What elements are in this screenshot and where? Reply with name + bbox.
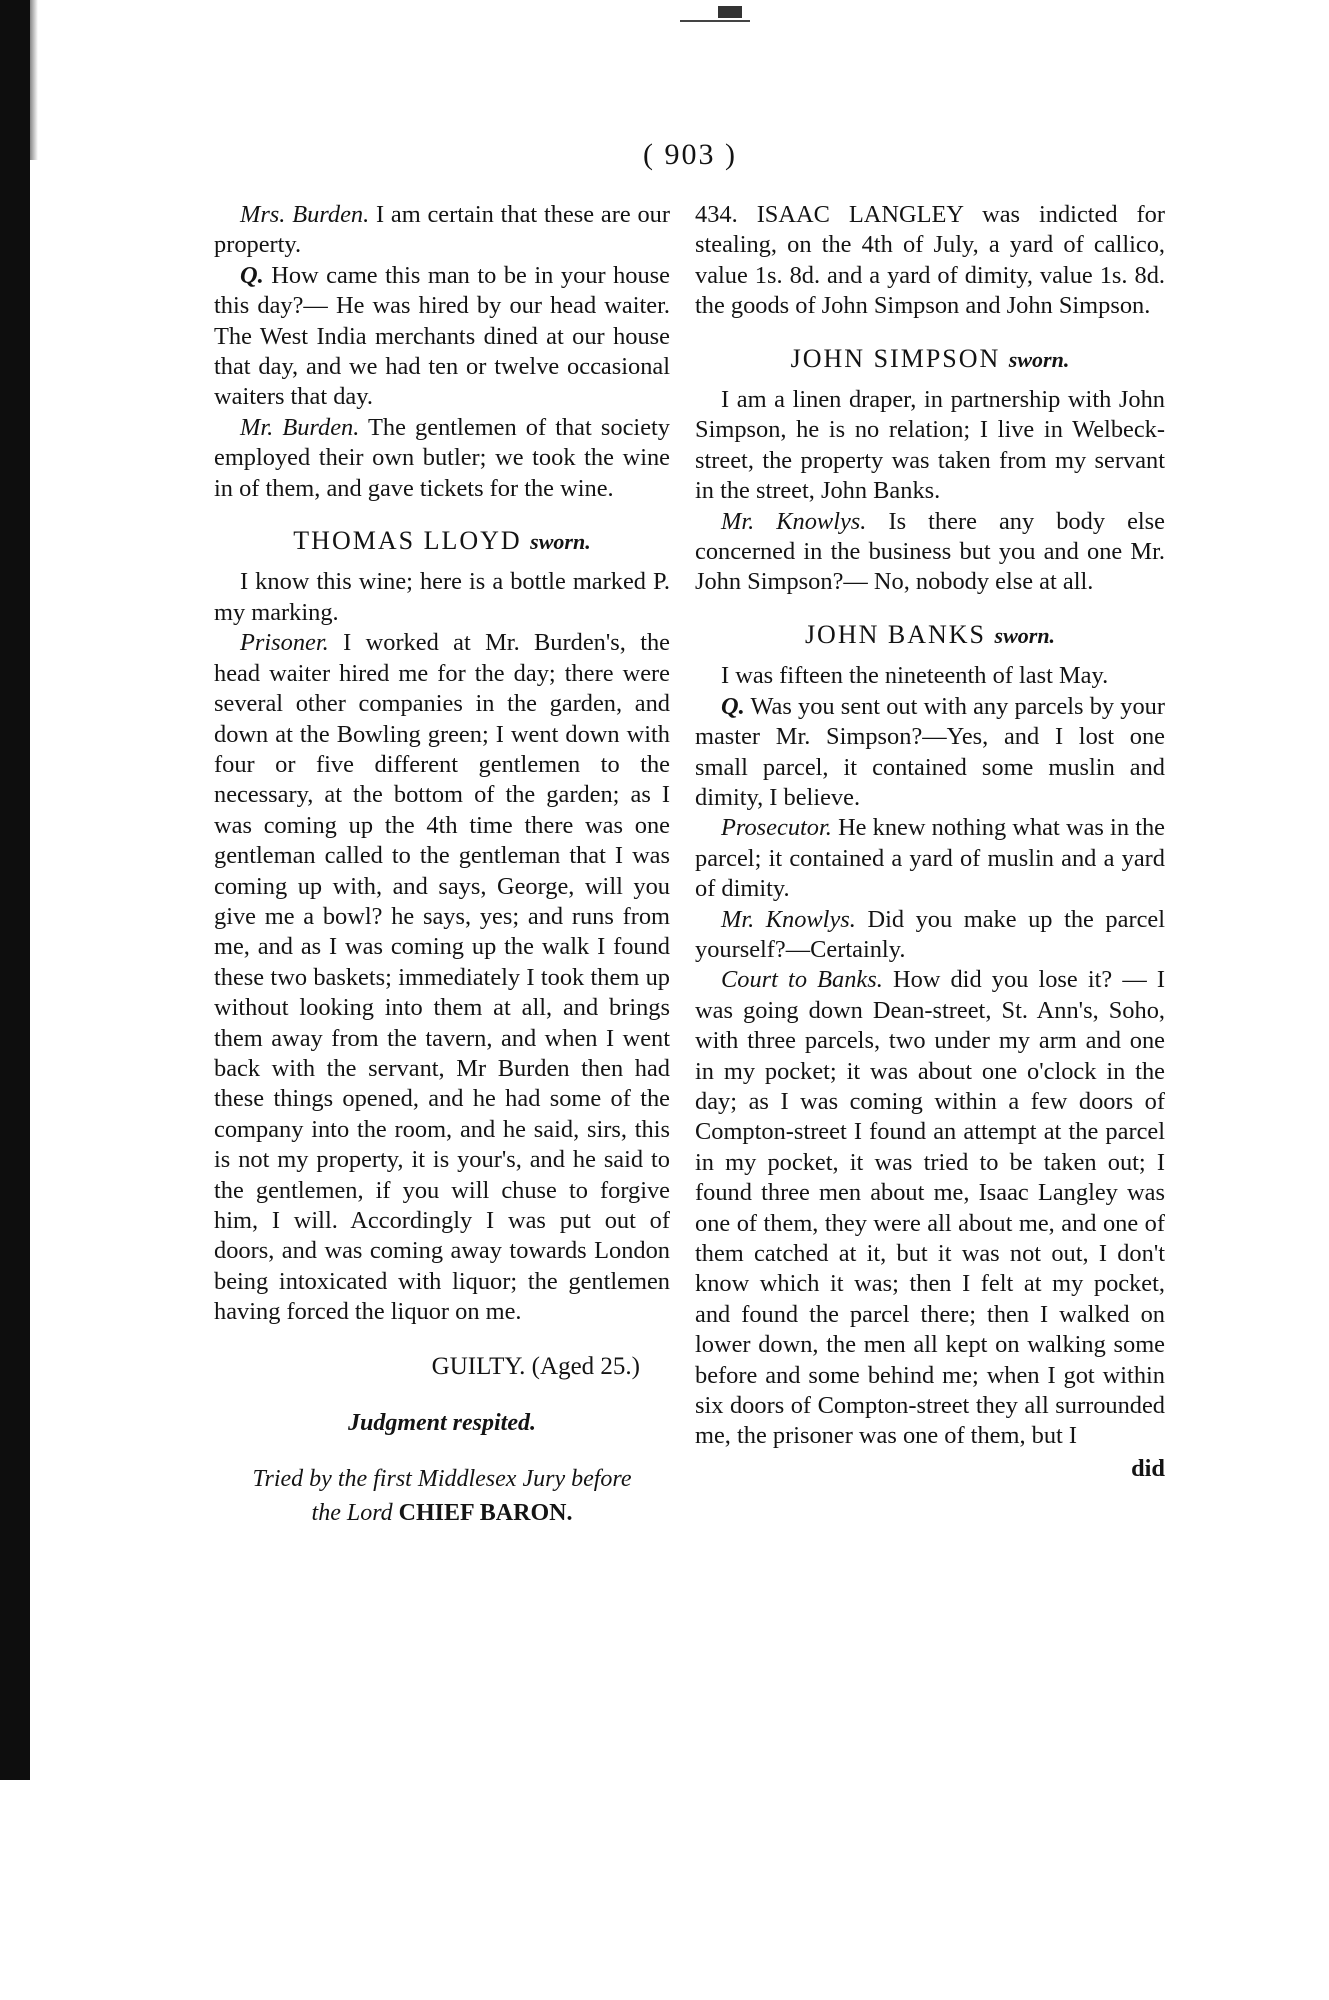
speaker-label: Mr. Burden. (240, 413, 360, 441)
tried-line-2-title: CHIEF BARON. (398, 1500, 573, 1527)
paragraph-text: Was you sent out with any parcels by your master Mr. Simpson?—Yes, and I lost one small parcel, it contained some muslin and dimity, I believe. (695, 692, 1165, 811)
paragraph-text: How did you lose it? — I was going down Dean-street, St. Ann's, Soho, with three parcels, two under my arm and one in my pocket; it was about one o'clock in the day; as I was coming within a few doors of Compton-street I found an attempt at the parcel in my pocket, it was tried to be taken out; I found three men about me, Isaac Langley was one of them, they were all about me, and one of them catched at it, but it was not out, I don't know which it was; then I felt at my pocket, and found the parcel there; then I walked on lower down, the men all kept on walking some before and some behind me; when I got within six doors of Compton-street they all surrounded me, the prisoner was one of them, but I (695, 966, 1165, 1450)
page-number: ( 903 ) (643, 138, 737, 171)
case-text: ISAAC LANGLEY was indicted for stealing, on the 4th of July, a yard of callico, value 1s. 8d. and a yard of dimity, value 1s. 8d. the goods of John Simpson and John Simpson. (695, 201, 1165, 320)
paragraph-text: Is there any body else concerned in the business but you and one Mr. John Simpson?— No, nobody else at all. (695, 507, 1166, 596)
paragraph (695, 692, 1165, 814)
witness-heading (695, 344, 1165, 375)
paragraph-text: I am certain that these are our property. (214, 201, 670, 259)
sworn-label: sworn. (530, 529, 591, 555)
paragraph-text: I worked at Mr. Burden's, the head waiter hired me for the day; there were several other companies in the garden, and down at the Bowling green; I went down with four or five different gentlemen to the necessary, at the bottom of the garden; as I was coming up the 4th time there was one gentleman called to the gentleman that I was coming up with, and says, George, will you give me a bowl? he says, yes; and runs from me, and as I was coming up the walk I found these two baskets; immediately I took them up without looking into them at all, and brings them away from the tavern, and when I went back with the servant, Mr Burden then had these things opened, and he had some of the company into the room, and he said, sirs, this is not my property, it is your's, and he said to the gentlemen, if you will chuse to forgive him, I will. Accordingly I was put out of doors, and was coming away towards London being intoxicated with liquor; the gentlemen having forced the liquor on me. (214, 629, 670, 1326)
paragraph (214, 567, 670, 628)
scan-edge-shadow (0, 0, 30, 1780)
paragraph-text: The gentlemen of that society employed their own butler; we took the wine in of them, and gave tickets for the wine. (214, 413, 670, 502)
tried-line-1: Tried by the first Middlesex Jury before (252, 1466, 632, 1493)
paragraph-text: He knew nothing what was in the parcel; it contained a yard of muslin and a yard of dimity. (695, 814, 1165, 903)
paragraph (695, 661, 1165, 691)
left-column (214, 200, 670, 1530)
speaker-label: Prosecutor. (721, 814, 832, 842)
paragraph (214, 200, 670, 261)
paragraph (695, 905, 1165, 966)
paragraph-text: I am a linen draper, in partnership with John Simpson, he is no relation; I live in Welbeck-street, the property was taken from my servant in the street, John Banks. (695, 386, 1165, 505)
paragraph (695, 385, 1165, 507)
catchword: did (1131, 1454, 1165, 1482)
question-mark-label: Q. (240, 261, 264, 289)
witness-name: JOHN BANKS (804, 619, 987, 649)
tried-line-2-prefix: the Lord (311, 1500, 393, 1527)
sworn-label: sworn. (994, 622, 1056, 648)
witness-heading (695, 620, 1165, 651)
paragraph (695, 507, 1165, 598)
paragraph-text: Did you make up the parcel yourself?—Certainly. (695, 905, 1165, 963)
paragraph (214, 261, 670, 413)
case-number: 434. (695, 201, 738, 228)
speaker-label: Mr. Knowlys. (721, 507, 867, 535)
judgment: Judgment respited. (347, 1410, 536, 1437)
speaker-label: Mr. Knowlys. (721, 905, 856, 933)
speaker-label: Prisoner. (240, 629, 329, 657)
speaker-label: Mrs. Burden. (240, 201, 370, 228)
sworn-label: sworn. (1008, 346, 1070, 372)
right-column (695, 200, 1165, 1484)
paragraph (214, 413, 670, 504)
witness-heading (214, 526, 670, 557)
witness-name: JOHN SIMPSON (790, 343, 1001, 373)
paragraph (695, 813, 1165, 904)
case-entry (695, 200, 1165, 322)
verdict: GUILTY. (Aged 25.) (431, 1352, 640, 1380)
paragraph (695, 965, 1165, 1452)
paragraph-text: I was fifteen the nineteenth of last May. (721, 662, 1109, 690)
paragraph (214, 628, 670, 1327)
paragraph-text: How came this man to be in your house this day?— He was hired by our head waiter. The West India merchants dined at our house that day, and we had ten or twelve occasional waiters that day. (214, 261, 670, 411)
witness-name: THOMAS LLOYD (293, 526, 522, 556)
scan-smudge (680, 6, 750, 22)
question-mark-label: Q. (721, 692, 745, 720)
paragraph-text: I know this wine; here is a bottle marked P. my marking. (214, 568, 670, 626)
tried-by-note (214, 1462, 670, 1530)
speaker-label: Court to Banks. (721, 966, 883, 994)
